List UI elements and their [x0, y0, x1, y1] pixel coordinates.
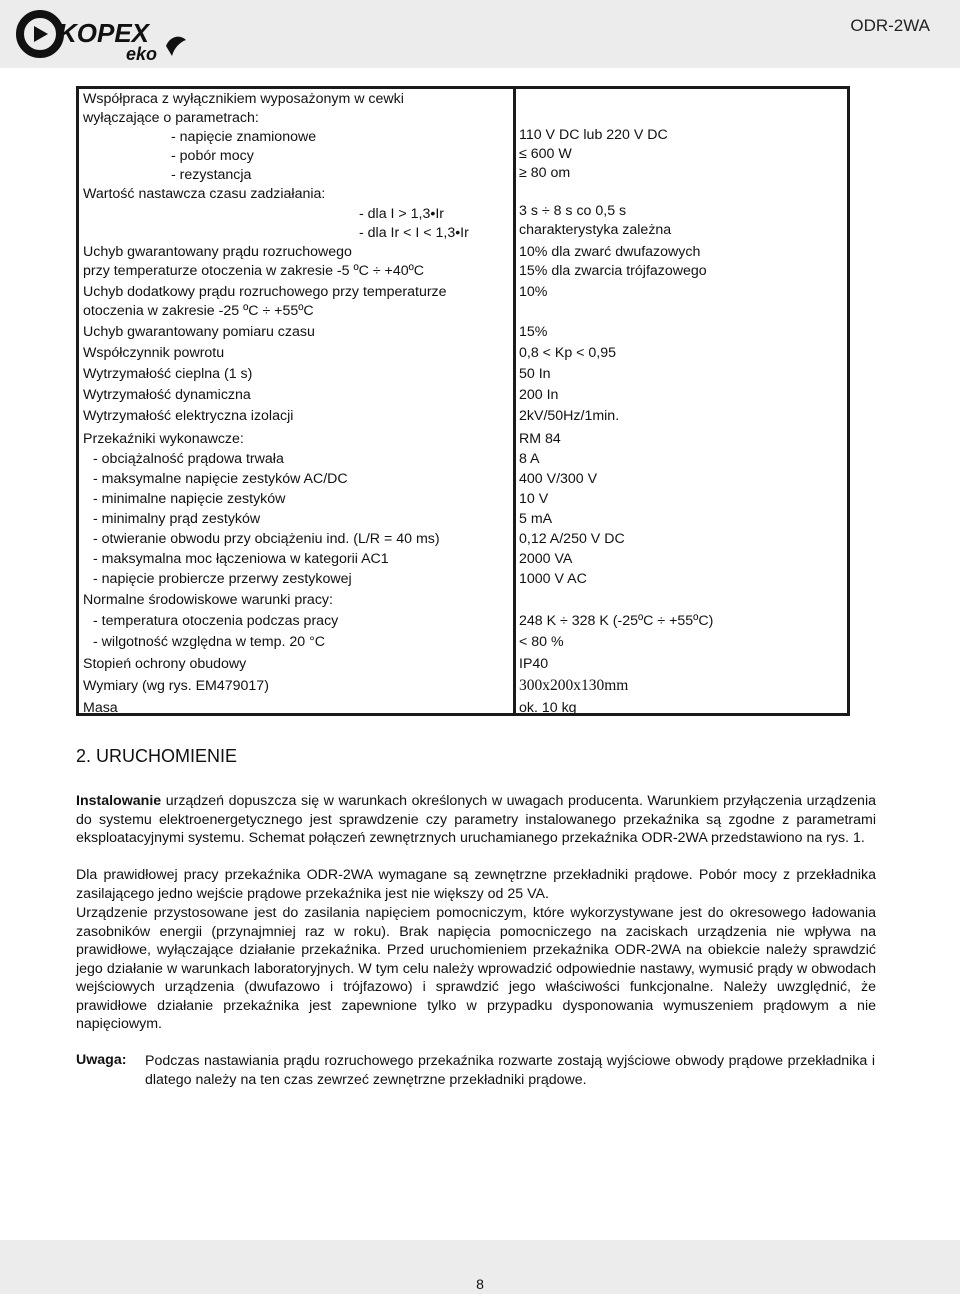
- spec-label: - napięcie probiercze przerwy zestykowej: [93, 571, 352, 587]
- spec-value: 50 In: [519, 366, 551, 382]
- spec-label: - napięcie znamionowe: [171, 129, 317, 145]
- spec-value: ≥ 80 om: [519, 165, 571, 181]
- table-divider: [513, 89, 516, 713]
- spec-label: otoczenia w zakresie -25 ºC ÷ +55ºC: [83, 303, 314, 319]
- spec-value: 10% dla zwarć dwufazowych: [519, 244, 701, 260]
- spec-value: 110 V DC lub 220 V DC: [519, 127, 668, 143]
- paragraph-lead: Instalowanie: [76, 793, 162, 809]
- spec-value: charakterystyka zależna: [519, 222, 672, 238]
- spec-label: - minimalny prąd zestyków: [93, 511, 261, 527]
- spec-value: 248 K ÷ 328 K (-25ºC ÷ +55ºC): [519, 613, 714, 629]
- spec-label: Uchyb gwarantowany prądu rozruchowego: [83, 244, 352, 260]
- spec-value: 1000 V AC: [519, 571, 587, 587]
- spec-label: Uchyb dodatkowy prądu rozruchowego przy temperaturze: [83, 284, 447, 300]
- spec-label: - maksymalna moc łączeniowa w kategorii AC1: [93, 551, 389, 567]
- spec-label: - maksymalne napięcie zestyków AC/DC: [93, 471, 348, 487]
- paragraph-text: urządzeń dopuszcza się w warunkach określonych w uwagach producenta. Warunkiem przyłączenia urządzenia do systemu elektroenergetycznego jest sprawdzenie czy parametry instalowanego przekaźnika są zgodne z parametrami eksploatacyjnymi systemu. Schemat połączeń zewnętrznych uruchamianego przekaźnika ODR-2WA przedstawiono na rys. 1.: [76, 793, 876, 846]
- specs-table: [76, 86, 850, 716]
- page-header: [0, 0, 960, 68]
- paragraph: Dla prawidłowej pracy przekaźnika ODR-2WA wymagane są zewnętrzne przekładniki prądowe. Pobór mocy z przekładnika zasilającego jedno wejście prądowe przekaźnika jest nie większy od 25 VA.: [76, 867, 876, 902]
- spec-label: Uchyb gwarantowany pomiaru czasu: [83, 324, 315, 340]
- document-code: ODR-2WA: [850, 16, 930, 35]
- paragraph: Urządzenie przystosowane jest do zasilania napięciem pomocniczym, które wykorzystywane jest do okresowego ładowania zasobników energii (przynajmniej raz w roku). Brak napięcia pomocniczego na zaciskach urządzenia nie wpływa na prawidłowe, wyłączające działanie przekaźnika. Przed uruchomieniem przekaźnika ODR-2WA na obiekcie należy sprawdzić jego działanie w warunkach laboratoryjnych. W tym celu należy wprowadzić odpowiednie nastawy, wymusić prądy w obwodach wejściowych urządzenia (dwufazowo i trójfazowo) i sprawdzić jego właściwości funkcjonalne. Należy uwzględnić, że prawidłowe działanie przekaźnika jest zapewnione tylko w przypadku dysponowania wymuszeniem prądowym a nie napięciowym.: [76, 905, 876, 1032]
- spec-label: - dla Ir < I < 1,3•Ir: [359, 225, 469, 241]
- spec-value: 200 In: [519, 387, 559, 403]
- svg-text:eko: eko: [126, 44, 158, 64]
- spec-label: - temperatura otoczenia podczas pracy: [93, 613, 339, 629]
- spec-label: Wytrzymałość cieplna (1 s): [83, 366, 253, 382]
- spec-value: IP40: [519, 656, 549, 672]
- spec-label: - otwieranie obwodu przy obciążeniu ind. (L/R = 40 ms): [93, 531, 440, 547]
- spec-label: - dla I > 1,3•Ir: [359, 206, 445, 222]
- spec-label: przy temperaturze otoczenia w zakresie -5 ºC ÷ +40ºC: [83, 263, 425, 279]
- page-number: 8: [476, 1276, 484, 1292]
- spec-value: 0,8 < Kp < 0,95: [519, 345, 617, 361]
- paragraph: [76, 792, 876, 848]
- spec-value: 3 s ÷ 8 s co 0,5 s: [519, 203, 627, 219]
- spec-label: Przekaźniki wykonawcze:: [83, 431, 244, 447]
- spec-value: 5 mA: [519, 511, 553, 527]
- spec-label: - wilgotność względna w temp. 20 °C: [93, 634, 325, 650]
- spec-value: 10%: [519, 284, 548, 300]
- spec-value: 15%: [519, 324, 548, 340]
- spec-label: Współpraca z wyłącznikiem wyposażonym w cewki: [83, 91, 404, 107]
- spec-label: Współczynnik powrotu: [83, 345, 225, 361]
- spec-label: - pobór mocy: [171, 148, 254, 164]
- spec-label: Wytrzymałość elektryczna izolacji: [83, 408, 294, 424]
- spec-value: RM 84: [519, 431, 561, 447]
- note-text: Podczas nastawiania prądu rozruchowego przekaźnika rozwarte zostają wyjściowe obwody prądowe przekładnika i dlatego należy na ten czas zewrzeć zewnętrzne przekładniki prądowe.: [145, 1053, 875, 1088]
- spec-label: Stopień ochrony obudowy: [83, 656, 247, 672]
- spec-label: - minimalne napięcie zestyków: [93, 491, 286, 507]
- spec-value: ok. 10 kg: [519, 700, 577, 716]
- section-title: 2. URUCHOMIENIE: [76, 746, 238, 766]
- svg-text:KOPEX: KOPEX: [58, 18, 150, 48]
- spec-value: 400 V/300 V: [519, 471, 598, 487]
- spec-value: 2kV/50Hz/1min.: [519, 408, 620, 424]
- kopex-eko-logo: [14, 6, 194, 64]
- spec-value: 10 V: [519, 491, 549, 507]
- spec-label: Wymiary (wg rys. EM479017): [83, 678, 269, 694]
- spec-label: - rezystancja: [171, 167, 252, 183]
- spec-value: 0,12 A/250 V DC: [519, 531, 625, 547]
- spec-label: Wartość nastawcza czasu zadziałania:: [83, 186, 326, 202]
- spec-label: Wytrzymałość dynamiczna: [83, 387, 251, 403]
- spec-label: Normalne środowiskowe warunki pracy:: [83, 592, 333, 608]
- spec-label: - obciążalność prądowa trwała: [93, 451, 284, 467]
- spec-label: Masa: [83, 700, 118, 716]
- spec-value: 15% dla zwarcia trójfazowego: [519, 263, 707, 279]
- spec-value: ≤ 600 W: [519, 146, 572, 162]
- spec-value: 2000 VA: [519, 551, 573, 567]
- spec-label: wyłączające o parametrach:: [83, 110, 259, 126]
- note-label: Uwaga:: [76, 1052, 127, 1068]
- spec-value: < 80 %: [519, 634, 564, 650]
- spec-value: 300x200x130mm: [519, 677, 629, 694]
- spec-value: 8 A: [519, 451, 540, 467]
